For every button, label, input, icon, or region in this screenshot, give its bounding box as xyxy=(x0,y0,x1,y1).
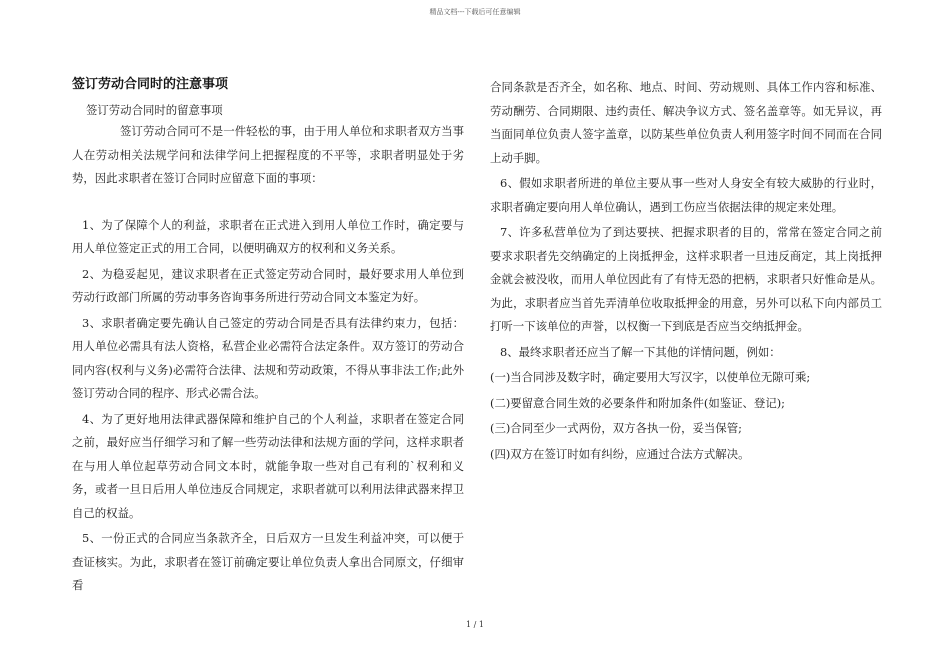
sub-item-3: (三)合同至少一式两份，双方各执一份，妥当保管; xyxy=(490,421,742,435)
right-column xyxy=(490,76,882,468)
item-paragraph-1: 1、为了保障个人的利益，求职者在正式进入到用人单位工作时，确定要与用人单位签定正式的用工合同，以便明确双方的权利和义务关系。 xyxy=(72,217,464,255)
left-column xyxy=(72,76,464,600)
item-paragraph-7: 7、许多私营单位为了到达要挟、把握求职者的目的，常常在签定合同之前要求求职者先交纳确定的上岗抵押金，这样求职者一旦违反商定，其上岗抵押金就会被没收，而用人单位因此有了有恃无恐的把柄，求职者只好惟命是从。为此，求职者应当首先弄清单位收取抵押金的用意，另外可以私下向内部员工打听一下该单位的声誉，以权衡一下到底是否应当交纳抵押金。 xyxy=(490,225,882,333)
item-paragraph-8: 8、最终求职者还应当了解一下其他的详情问题，例如： xyxy=(500,344,781,359)
sub-item-4: (四)双方在签订时如有纠纷，应通过合法方式解决。 xyxy=(490,446,750,461)
item-paragraph-3: 3、求职者确定要先确认自己签定的劳动合同是否具有法律约束力，包括：用人单位必需具有法人资格，私营企业必需符合法定条件。双方签订的劳动合同内容(权利与义务)必需符合法律、法规和劳动政策，不得从事非法工作;此外签订劳动合同的程序、形式必需合法。 xyxy=(72,315,464,400)
document-subtitle: 签订劳动合同时的留意事项 xyxy=(86,103,223,117)
sub-item-1: (一)当合同涉及数字时，确定要用大写汉字，以使单位无隙可乘; xyxy=(490,370,811,384)
paragraph-gap xyxy=(72,193,464,214)
item-paragraph-5: 5、一份正式的合同应当条款齐全，日后双方一旦发生利益冲突，可以便于查证核实。为此，求职者在签订前确定要让单位负责人拿出合同原文，仔细审看 xyxy=(72,531,464,592)
item-paragraph-2: 2、为稳妥起见，建议求职者在正式签定劳动合同时，最好要求用人单位到劳动行政部门所属的劳动事务咨询事务所进行劳动合同文本鉴定为好。 xyxy=(72,266,464,304)
intro-paragraph: 签订劳动合同可不是一件轻松的事，由于用人单位和求职者双方当事人在劳动相关法规学问和法律学问上把握程度的不平等，求职者明显处于劣势，因此求职者在签订合同时应留意下面的事项： xyxy=(72,124,464,185)
page-number: 1 / 1 xyxy=(466,620,484,629)
item-paragraph-4: 4、为了更好地用法律武器保障和维护自己的个人利益，求职者在签定合同之前，最好应当仔细学习和了解一些劳动法律和法规方面的学问，这样求职者在与用人单位起草劳动合同文本时，就能争取一些对自己有利的`权利和义务，或者一旦日后用人单位违反合同规定，求职者就可以利用法律武器来捍卫自己的权益。 xyxy=(72,411,464,520)
header-note: 精品文档---下载后可任意编辑 xyxy=(429,8,521,16)
item-paragraph-6: 6、假如求职者所进的单位主要从事一些对人身安全有较大威胁的行业时，求职者确定要向用人单位确认，遇到工伤应当依据法律的规定来处理。 xyxy=(490,176,882,214)
item-paragraph-5-continued: 合同条款是否齐全，如名称、地点、时间、劳动规则、具体工作内容和标准、劳动酬劳、合同期限、违约责任、解决争议方式、签名盖章等。如无异议，再当面同单位负责人签字盖章，以防某些单位负责人利用签字时间不同而在合同上动手脚。 xyxy=(490,80,882,165)
document-title: 签订劳动合同时的注意事项 xyxy=(72,77,229,92)
sub-item-2: (二)要留意合同生效的必要条件和附加条件(如鉴证、登记); xyxy=(490,395,785,410)
